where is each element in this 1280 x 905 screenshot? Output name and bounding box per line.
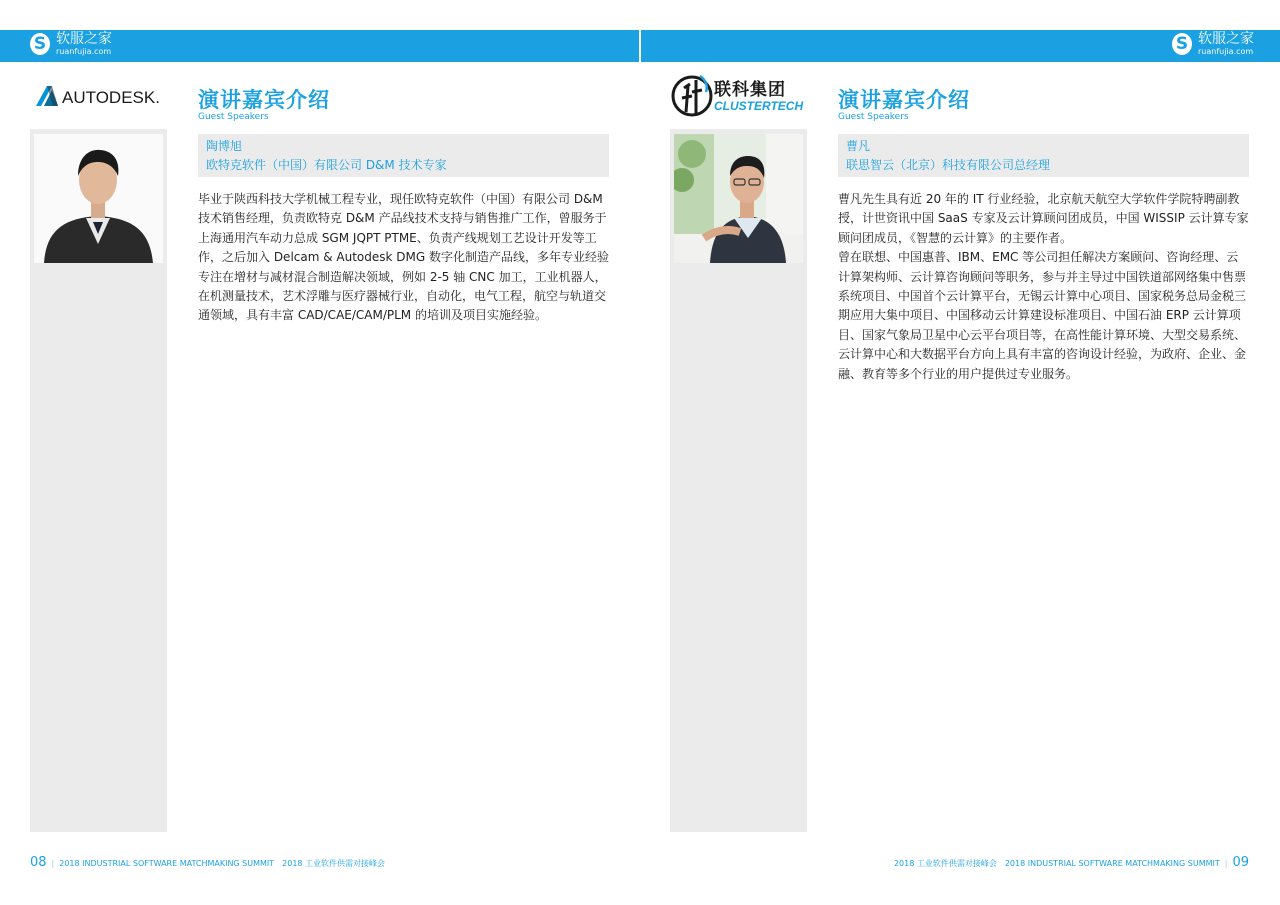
autodesk-logo-text: AUTODESK. bbox=[62, 88, 160, 107]
section-subtitle-left: Guest Speakers bbox=[198, 112, 269, 122]
clustertech-logo-cn: 联科集团 bbox=[714, 80, 786, 100]
speaker-info-left bbox=[198, 134, 609, 177]
brand-name: 软服之家 bbox=[1198, 31, 1254, 47]
speaker-name-right: 曹凡 bbox=[846, 139, 871, 153]
speaker-name-left: 陶博旭 bbox=[206, 139, 243, 153]
speaker-position-right: 联思智云（北京）科技有限公司总经理 bbox=[846, 158, 1051, 172]
speaker-photo-left bbox=[34, 134, 163, 263]
footer-cn-left: 2018 工业软件供需对接峰会 bbox=[282, 859, 386, 868]
left-sidebar bbox=[30, 62, 167, 832]
bio-paragraph: 毕业于陕西科技大学机械工程专业，现任欧特克软件（中国）有限公司 D&M 技术销售经理，负责欧特克 D&M 产品线技术支持与销售推广工作，曾服务于上海通用汽车动力总成 SGM JQPT PTME、负责产线规划工艺设计开发等工作，之后加入 Delcam & Autodesk DMG 数字化制造产品线，多年专业经验专注在增材与减材混合制造解决领域，例如 2-5 轴 CNC 加工，工业机器人，在机测量技术，艺术浮雕与医疗器械行业，自动化，电气工程，航空与轨道交通领域，具有丰富 CAD/CAE/CAM/PLM 的培训及项目实施经验。 bbox=[198, 192, 609, 323]
speaker-bio-left bbox=[198, 190, 609, 326]
right-sidebar bbox=[670, 62, 807, 832]
page-number-left: 08 bbox=[30, 855, 47, 870]
brand-url: ruanfujia.com bbox=[56, 47, 112, 56]
bio-paragraph: 曹凡先生具有近 20 年的 IT 行业经验，北京航天航空大学软件学院特聘副教授，计世资讯中国 SaaS 专家及云计算顾问团成员，中国 WISSIP 云计算专家顾问团成员，《智慧的云计算》的主要作者。 bbox=[838, 192, 1249, 245]
header-bar-right bbox=[641, 30, 1280, 62]
footer-cn-right: 2018 工业软件供需对接峰会 bbox=[893, 859, 997, 868]
brand-s-icon: S bbox=[30, 33, 50, 55]
bio-paragraph: 曾在联想、中国惠普、IBM、EMC 等公司担任解决方案顾问、咨询经理、云计算架构师、云计算咨询顾问等职务，参与并主导过中国铁道部网络集中售票系统项目、中国首个云计算平台，无锡云计算中心项目、国家税务总局金税三期应用大集中项目、中国移动云计算建设标准项目、中国石油 ERP 云计算项目、国家气象局卫星中心云平台项目等，在高性能计算环境、大型交易系统、云计算中心和大数据平台方向上具有丰富的咨询设计经验，为政府、企业、金融、教育等多个行业的用户提供过专业服务。 bbox=[838, 250, 1247, 381]
clustertech-logo-en: CLUSTERTECH bbox=[714, 99, 804, 113]
speaker-position-left: 欧特克软件（中国）有限公司 D&M 技术专家 bbox=[206, 158, 447, 172]
section-subtitle-right: Guest Speakers bbox=[838, 112, 909, 122]
clustertech-logo-icon bbox=[670, 62, 807, 129]
page-number-right: 09 bbox=[1232, 855, 1249, 870]
footer-right: 2018 工业软件供需对接峰会 2018 INDUSTRIAL SOFTWARE MATCHMAKING SUMMIT | 09 bbox=[893, 855, 1249, 870]
speaker-info-right bbox=[838, 134, 1249, 177]
section-title-right: 演讲嘉宾介绍 bbox=[838, 88, 970, 112]
clustertech-logo bbox=[670, 62, 807, 129]
brand-logo bbox=[1172, 32, 1254, 56]
brand-s-icon: S bbox=[1172, 33, 1192, 55]
footer-en-right: 2018 INDUSTRIAL SOFTWARE MATCHMAKING SUMMIT bbox=[1004, 859, 1220, 868]
autodesk-logo bbox=[30, 62, 167, 129]
autodesk-logo-icon bbox=[30, 62, 167, 129]
footer-en-left: 2018 INDUSTRIAL SOFTWARE MATCHMAKING SUMMIT bbox=[59, 859, 275, 868]
speaker-photo-right bbox=[674, 134, 803, 263]
brand-url: ruanfujia.com bbox=[1198, 47, 1254, 56]
brand-name: 软服之家 bbox=[56, 31, 112, 47]
brand-logo bbox=[30, 32, 112, 56]
footer-left: 08 | 2018 INDUSTRIAL SOFTWARE MATCHMAKING SUMMIT 2018 工业软件供需对接峰会 bbox=[30, 855, 386, 870]
section-title-left: 演讲嘉宾介绍 bbox=[198, 88, 330, 112]
header-bar-left bbox=[0, 30, 639, 62]
speaker-bio-right bbox=[838, 190, 1249, 384]
